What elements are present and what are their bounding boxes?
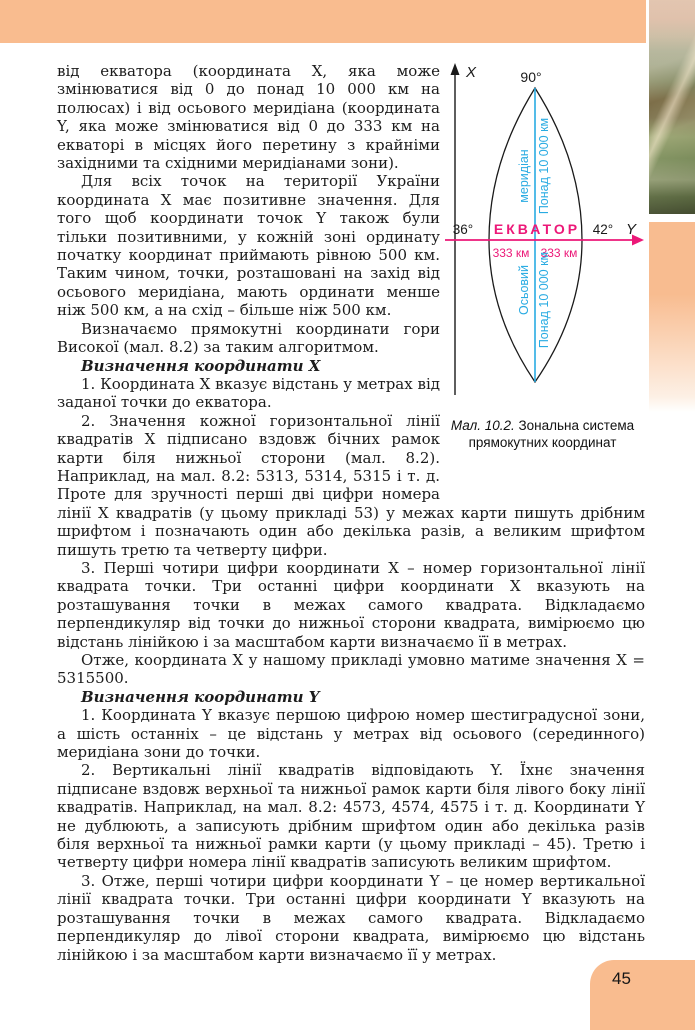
- x-axis-label: X: [466, 64, 477, 81]
- over-10000-upper-label: Понад 10 000 км: [537, 117, 551, 215]
- left-angle-label: 36°: [452, 222, 474, 237]
- meridian-word-label: меридіан: [517, 149, 531, 203]
- paragraph: Для всіх точок на території України координата X має позитивне значення. Для того щоб координати точок Y також були тільки позитивними, у кожній зоні ординату початку координат приймають рівною 500 км. Таким чином, точки, розташовані на захід від осьового меридіана, мають ординати менше ніж 500 км, а на схід – більше ніж 500 км.: [57, 172, 440, 320]
- mountain-photo-strip: [649, 0, 695, 214]
- paragraph: Отже, координата X у нашому прикладі умовно матиме значення X = 5315500.: [57, 651, 645, 688]
- figure-zonal-coordinates: [440, 62, 645, 487]
- over-10000-lower-label: Понад 10 000 км: [537, 251, 551, 349]
- main-text-column: [57, 62, 645, 964]
- paragraph: 1. Координата X вказує відстань у метрах від заданої точки до екватора.: [57, 374, 440, 412]
- paragraph: 3. Отже, перші чотири цифри координати Y – це номер вертикальної лінії квадрата точки. Три останні цифри координати Y вказують на розташування точки в межах самого квадрата. Відкладаємо перпендикуляр до лівої сторони квадрата, вимірюємо цю відстань лінійкою і за масштабом карти визначаємо її у метрах.: [57, 871, 645, 964]
- top-orange-band: [0, 0, 646, 43]
- axial-word-label: Осьовий: [517, 264, 531, 316]
- figure-caption: [440, 418, 645, 451]
- right-333-label: 333 км: [540, 246, 578, 260]
- equator-label: ЕКВАТОР: [493, 221, 581, 237]
- page-number-box: [590, 960, 695, 1030]
- right-angle-label: 42°: [592, 222, 614, 237]
- left-333-label: 333 км: [492, 246, 530, 260]
- paragraph: 3. Перші чотири цифри координати X – номер горизонтальної лінії квадрата точки. Три останні цифри координати X вказують на розташування точки в межах самого квадрата. Відкладаємо перпендикуляр від точки до нижньої сторони квадрата, вимірюємо цю відстань лінійкою і за масштабом карти визначаємо її в метрах.: [57, 558, 645, 651]
- paragraph: 2. Вертикальні лінії квадратів відповідають Y. Їхнє значення підписане вздовж верхньої та нижньої рамок карти біля лівого боку лінії квадратів. Наприклад, на мал. 8.2: 4573, 4574, 4575 і т. д. Координати Y не дублюють, а записують дрібним шрифтом один або декілька разів біля верхньої та нижньої рамки карти (у цьому прикладі – 45). Третю і четверту цифри номера лінії квадратів записують великим шрифтом.: [57, 761, 645, 872]
- figure-caption-text: Зональна система прямокутних координат: [468, 418, 635, 450]
- page-number: 45: [612, 969, 631, 988]
- x-axis-arrow-icon: [451, 63, 460, 75]
- y-axis-label: Y: [626, 221, 637, 238]
- zone-diagram: [445, 62, 645, 410]
- paragraph: Визначаємо прямокутні координати гори Високої (мал. 8.2) за таким алгоритмом.: [57, 319, 440, 357]
- paragraph: від екватора (координата X, яка може змінюватися від 0 до понад 10 000 км на полюсах) і від осьового меридіана (координата Y, яка може змінюватися від 0 до 333 км на екваторі в місцях його перетину з крайніми західними та східними меридіанами зони).: [57, 62, 440, 173]
- heading-coordinate-y: Визначення координати Y: [81, 687, 320, 706]
- side-orange-fade: [649, 222, 695, 412]
- paragraph: 2. Значення кожної горизонтальної лінії квадратів X підписано вздовж бічних рамок карти біля нижньої сторони (мал. 8.2). Наприклад, на мал. 8.2: 5313, 5314, 5315 і т. д. Проте для зручності перші дві цифри номера лінії X квадратів (у цьому прикладі 53) у межах карти пишуть дрібним шрифтом і позначають один або декілька разів, а великим шрифтом пишуть третю та четверту цифри.: [57, 411, 645, 559]
- paragraph: 1. Координата Y вказує першою цифрою номер шестиградусної зони, а шість останніх – це відстань у метрах від осьового (серединного) меридіана зони до точки.: [57, 706, 645, 762]
- top-angle-label: 90°: [520, 69, 542, 85]
- figure-caption-number: Мал. 10.2.: [450, 418, 515, 433]
- heading-coordinate-x: Визначення координати X: [81, 356, 321, 375]
